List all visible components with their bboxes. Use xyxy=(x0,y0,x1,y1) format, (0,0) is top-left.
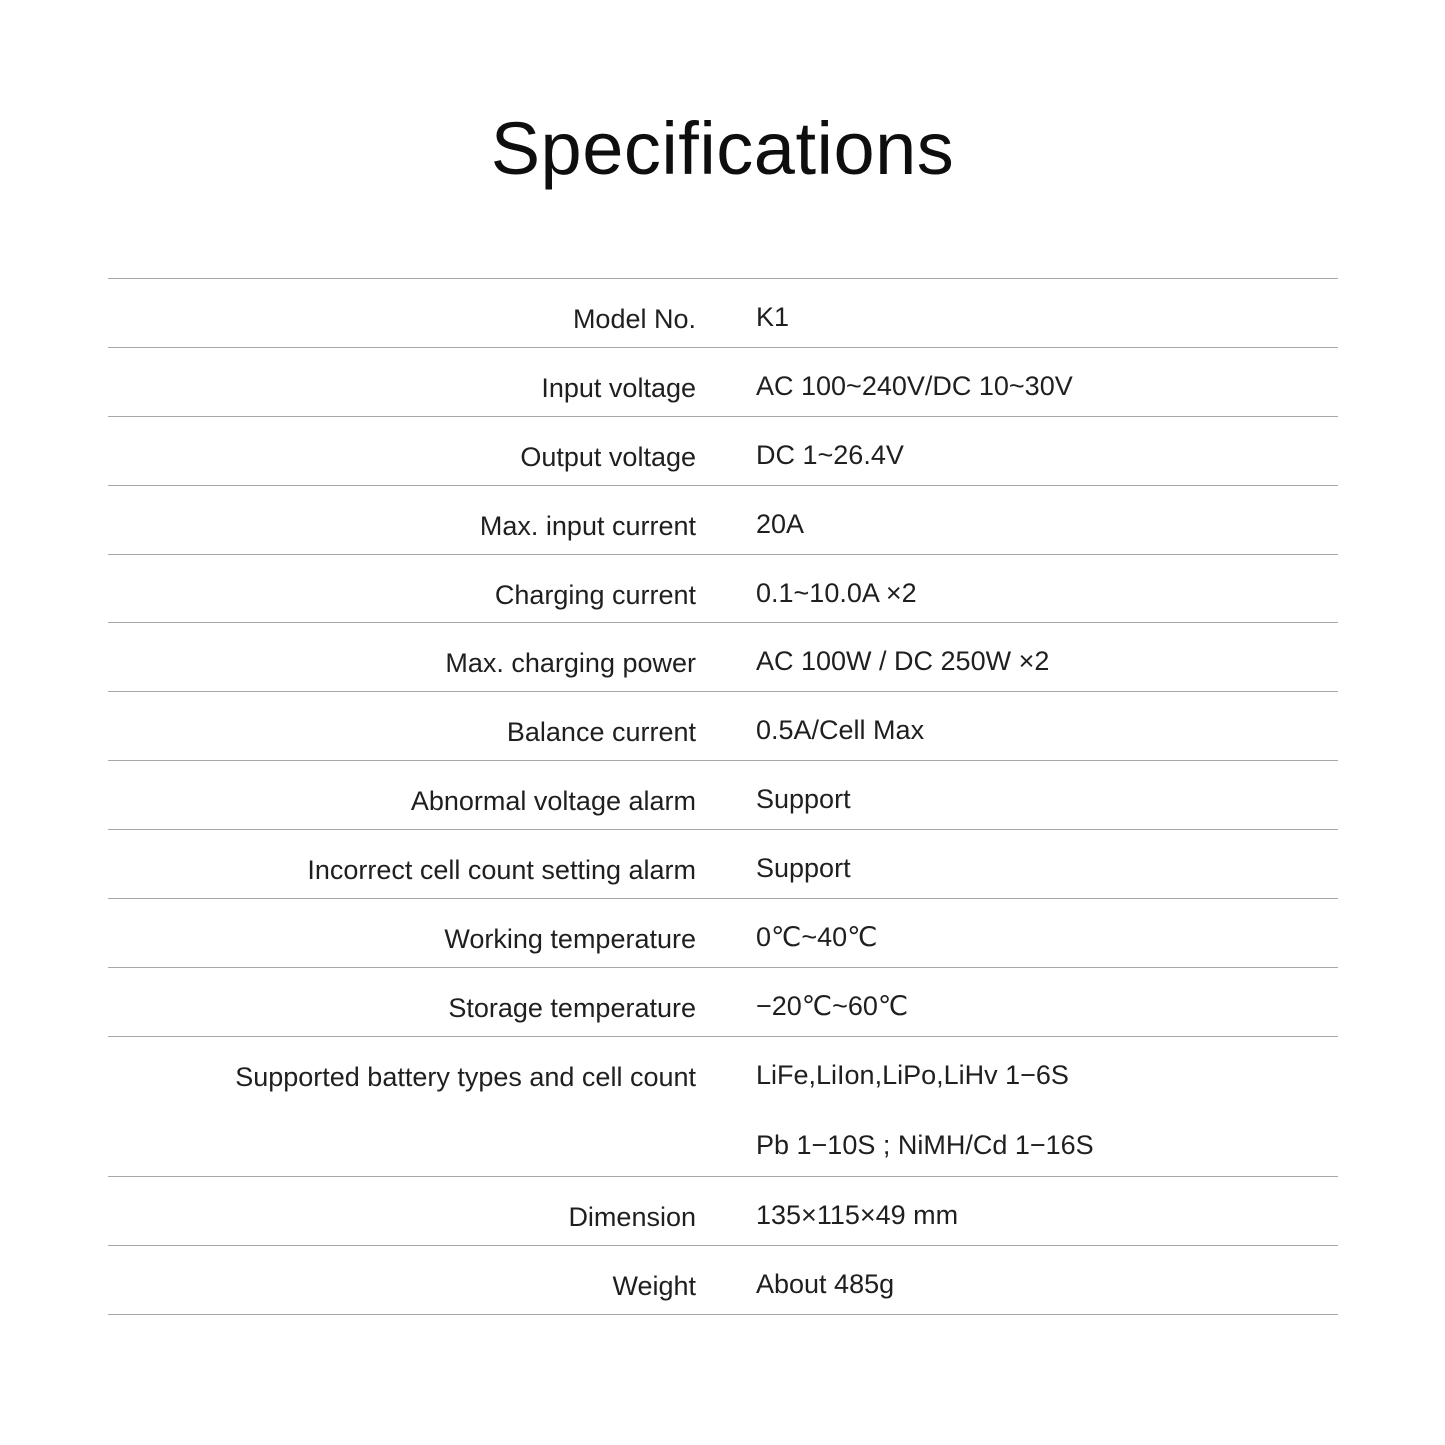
spec-label: Storage temperature xyxy=(448,992,696,1023)
spec-row-working-temperature xyxy=(108,899,1338,968)
spec-value xyxy=(756,899,877,967)
spec-label: Dimension xyxy=(568,1202,696,1233)
spec-row-battery-types xyxy=(108,1037,1338,1178)
spec-value xyxy=(756,968,908,1036)
spec-value xyxy=(756,761,851,829)
spec-label: Weight xyxy=(612,1271,696,1302)
spec-row-charging-current xyxy=(108,555,1338,624)
spec-value xyxy=(756,1246,894,1314)
spec-value xyxy=(756,830,851,898)
spec-label: Max. input current xyxy=(479,510,696,541)
spec-label: Incorrect cell count setting alarm xyxy=(307,855,696,886)
spec-value xyxy=(756,1037,1094,1177)
spec-value-line: DC 1~26.4V xyxy=(756,439,904,470)
spec-value-line: AC 100W / DC 250W ×2 xyxy=(756,646,1050,677)
spec-label: Balance current xyxy=(506,717,696,748)
spec-row-model xyxy=(108,279,1338,348)
spec-value-line: LiFe,LiIon,LiPo,LiHv 1−6S xyxy=(756,1059,1069,1090)
spec-label: Abnormal voltage alarm xyxy=(410,786,696,817)
spec-label: Supported battery types and cell count xyxy=(235,1061,696,1092)
spec-value-line: 0.1~10.0A ×2 xyxy=(756,577,917,608)
spec-value xyxy=(756,486,804,554)
spec-row-max-charging-power xyxy=(108,623,1338,692)
spec-row-cell-count-alarm xyxy=(108,830,1338,899)
spec-label: Working temperature xyxy=(444,924,696,955)
spec-value-line: Pb 1−10S ; NiMH/Cd 1−16S xyxy=(756,1129,1094,1160)
spec-value xyxy=(756,623,1049,691)
spec-label: Max. charging power xyxy=(445,648,696,679)
spec-value xyxy=(756,1177,958,1245)
spec-table xyxy=(108,278,1338,1315)
spec-label: Charging current xyxy=(494,579,696,610)
spec-row-weight xyxy=(108,1246,1338,1315)
spec-row-storage-temperature xyxy=(108,968,1338,1037)
spec-value-line: 0℃~40℃ xyxy=(756,922,878,953)
page-title: Specifications xyxy=(490,107,955,190)
spec-value xyxy=(756,348,1073,416)
spec-label: Input voltage xyxy=(541,372,696,403)
spec-value-line: 20A xyxy=(756,508,805,539)
spec-value-line: −20℃~60℃ xyxy=(756,990,909,1021)
spec-value xyxy=(756,417,904,485)
spec-value-line: Support xyxy=(756,784,851,815)
spec-label: Output voltage xyxy=(520,441,696,472)
spec-value xyxy=(756,279,789,347)
spec-value-line: About 485g xyxy=(756,1269,895,1300)
spec-value-line: K1 xyxy=(756,302,790,332)
spec-label: Model No. xyxy=(572,304,696,334)
spec-row-balance-current xyxy=(108,692,1338,761)
spec-value-line: 135×115×49 mm xyxy=(756,1200,959,1231)
spec-value-line: 0.5A/Cell Max xyxy=(756,715,925,746)
spec-row-abnormal-voltage-alarm xyxy=(108,761,1338,830)
spec-row-dimension xyxy=(108,1177,1338,1246)
spec-value xyxy=(756,692,924,760)
spec-row-output-voltage xyxy=(108,417,1338,486)
spec-row-max-input-current xyxy=(108,486,1338,555)
spec-value xyxy=(756,555,917,623)
spec-value-line: AC 100~240V/DC 10~30V xyxy=(756,370,1073,401)
spec-value-line: Support xyxy=(756,853,851,884)
spec-row-input-voltage xyxy=(108,348,1338,417)
